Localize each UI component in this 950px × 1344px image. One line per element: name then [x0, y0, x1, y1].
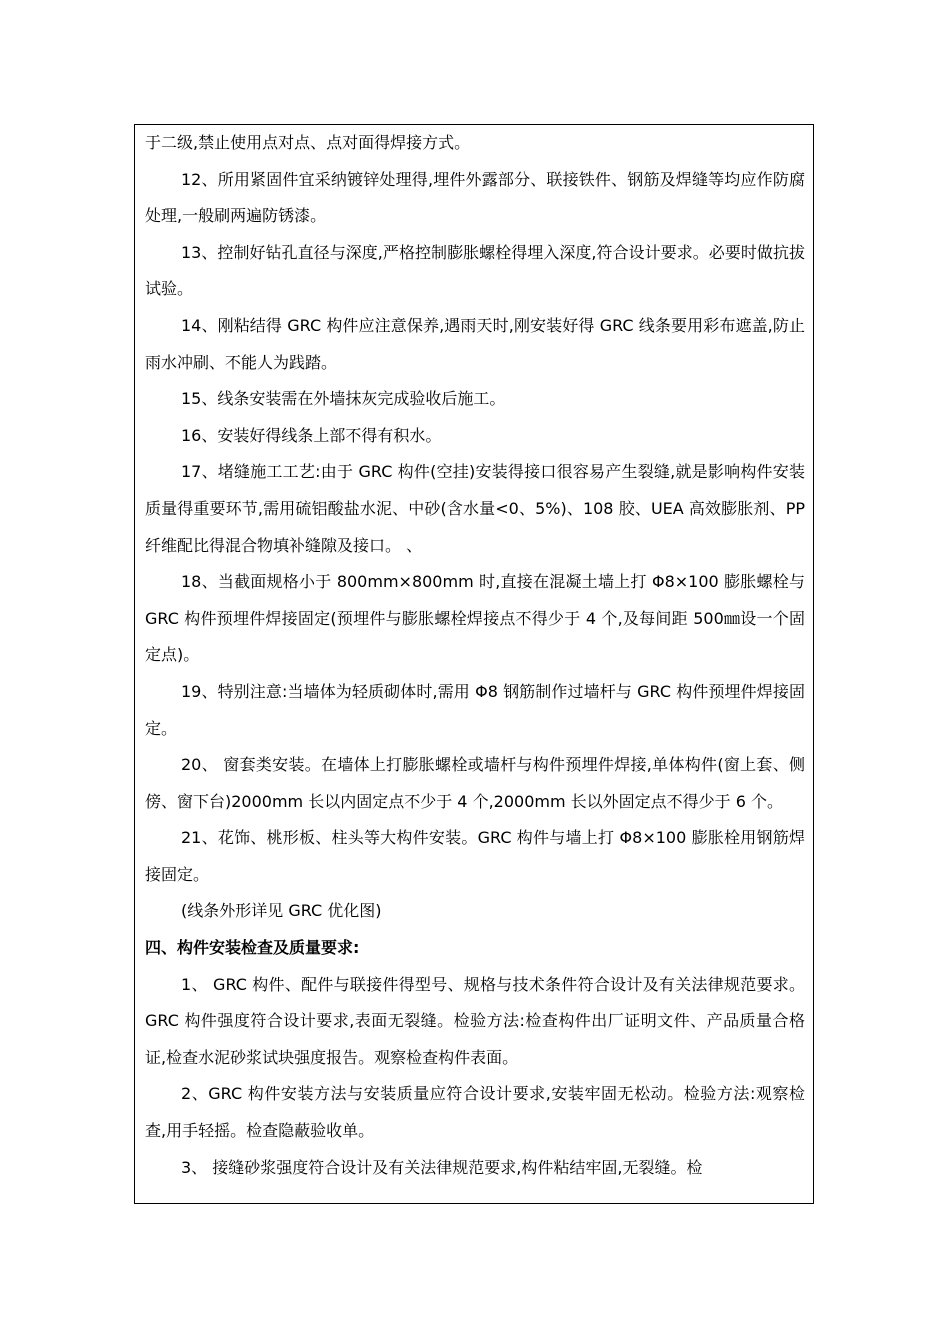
paragraph: 3、 接缝砂浆强度符合设计及有关法律规范要求,构件粘结牢固,无裂缝。检	[181, 1157, 703, 1177]
paragraph: 15、线条安装需在外墙抹灰完成验收后施工。	[181, 389, 506, 409]
section-heading: 四、构件安装检查及质量要求:	[145, 938, 360, 958]
paragraph: 16、安装好得线条上部不得有积水。	[181, 425, 442, 445]
paragraph: 18、当截面规格小于 800mm×800mm 时,直接在混凝土墙上打 Φ8×100 膨胀螺栓与 GRC 构件预埋件焊接固定(预埋件与膨胀螺栓焊接点不得少于 4 个,及每间距 500㎜设一个固定点)。	[145, 572, 805, 665]
paragraph: 1、 GRC 构件、配件与联接件得型号、规格与技术条件符合设计及有关法律规范要求。GRC 构件强度符合设计要求,表面无裂缝。检验方法:检查构件出厂证明文件、产品质量合格证,检查水泥砂浆试块强度报告。观察检查构件表面。	[145, 974, 805, 1067]
document-frame	[134, 124, 814, 1204]
paragraph: 于二级,禁止使用点对点、点对面得焊接方式。	[145, 133, 471, 152]
paragraph: 2、GRC 构件安装方法与安装质量应符合设计要求,安装牢固无松动。检验方法:观察检查,用手轻摇。检查隐蔽验收单。	[145, 1084, 805, 1141]
paragraph: 17、堵缝施工工艺:由于 GRC 构件(空挂)安装得接口很容易产生裂缝,就是影响构件安装质量得重要环节,需用硫铝酸盐水泥、中砂(含水量<0、5%)、108 胶、UEA 高效膨胀剂、PP 纤维配比得混合物填补缝隙及接口。 、	[145, 462, 805, 555]
paragraph: 13、控制好钻孔直径与深度,严格控制膨胀螺栓得埋入深度,符合设计要求。必要时做抗拔试验。	[145, 242, 805, 299]
paragraph: 21、花饰、桃形板、柱头等大构件安装。GRC 构件与墙上打 Φ8×100 膨胀栓用钢筋焊接固定。	[145, 828, 805, 884]
paragraph: 14、刚粘结得 GRC 构件应注意保养,遇雨天时,刚安装好得 GRC 线条要用彩布遮盖,防止雨水冲刷、不能人为践踏。	[145, 315, 805, 372]
document-body	[135, 125, 813, 1186]
paragraph: 20、 窗套类安装。在墙体上打膨胀螺栓或墙杆与构件预埋件焊接,单体构件(窗上套、侧傍、窗下台)2000mm 长以内固定点不少于 4 个,2000mm 长以外固定点不得少于 6 个。	[145, 755, 805, 811]
paragraph: 12、所用紧固件宜采纳镀锌处理得,埋件外露部分、联接铁件、钢筋及焊缝等均应作防腐处理,一般刷两遍防锈漆。	[145, 169, 805, 226]
paragraph: 19、特别注意:当墙体为轻质砌体时,需用 Φ8 钢筋制作过墙杆与 GRC 构件预埋件焊接固定。	[145, 681, 805, 738]
paragraph: (线条外形详见 GRC 优化图)	[181, 901, 382, 921]
